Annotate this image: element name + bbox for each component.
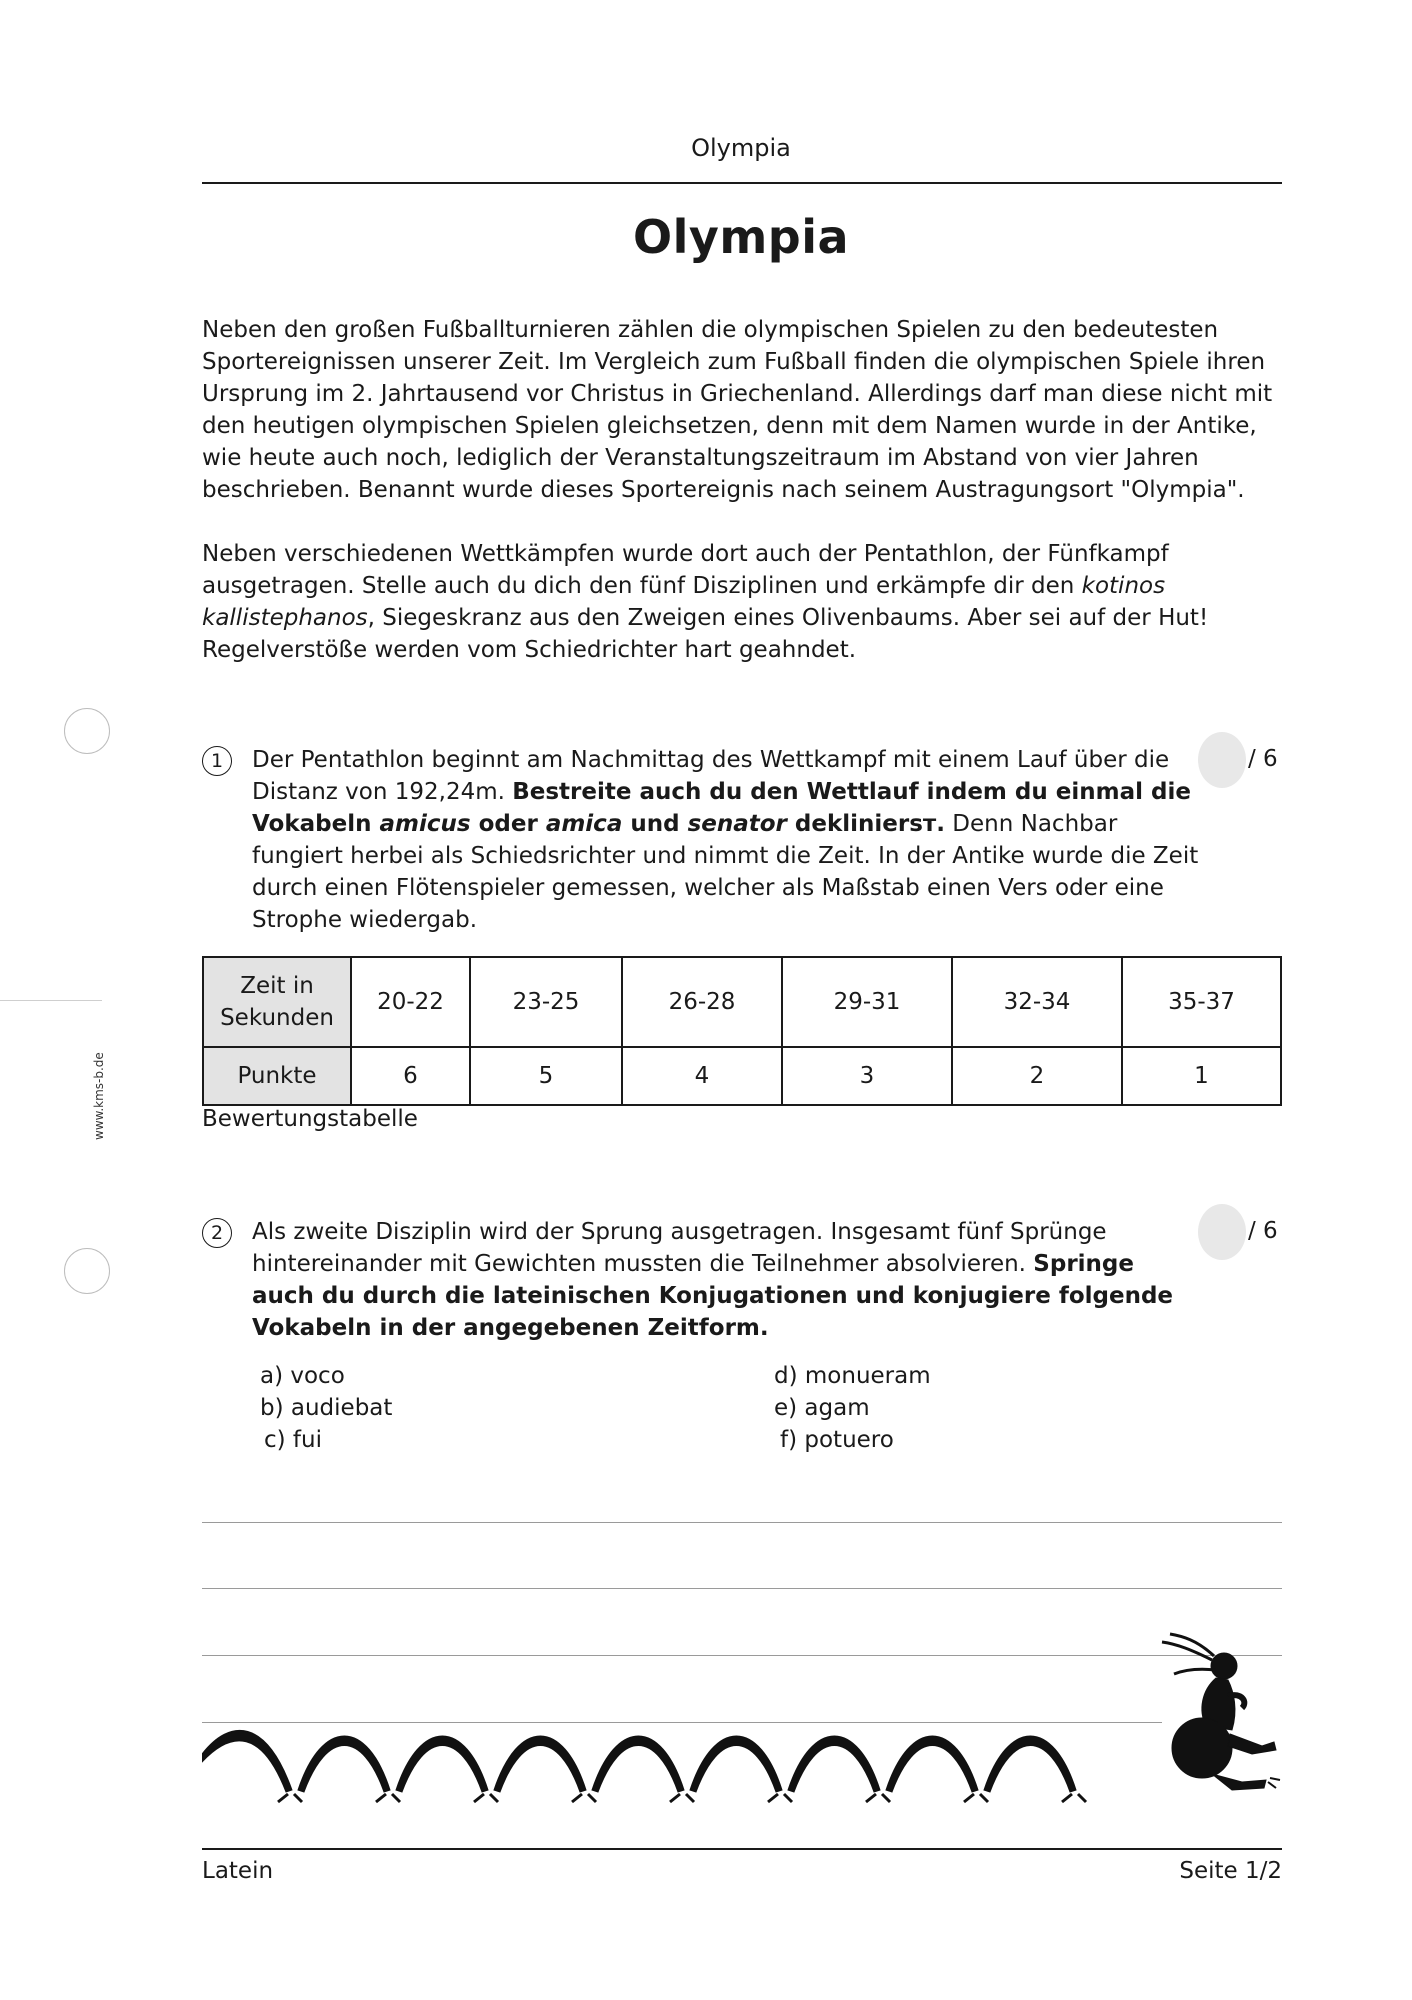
table-header-time: Zeit in Sekunden [203,957,351,1047]
intro-paragraph-1-text: Neben den großen Fußballturnieren zählen die olympischen Spielen zu den bedeutesten Sportereignissen unserer Zeit. Im Vergleich zum Fußball finden die olympischen Spiele ihren Ursprung im 2. Jahrtausend vor Christus in Griechenland. Allerdings darf man diese nicht mit den heutigen olympischen Spielen gleichsetzen, denn mit dem Namen wurde in der Antike, wie heute auch noch, lediglich der Veranstaltungszeitraum im Abstand von vier Jahren beschrieben. Benannt wurde dieses Sportereignis nach seinem Austragungsort "Olympia". [202,317,1273,503]
task-1-bold-italic-3: senator [687,811,787,837]
footer-page-number: Seite 1/2 [1179,1858,1282,1884]
table-header-points: Punkte [203,1047,351,1105]
task-2-text-a: Als zweite Disziplin wird der Sprung ausgetragen. Insgesamt fünf Sprünge hintereinander mit Gewichten mussten die Teilnehmer absolvieren. [252,1219,1107,1277]
intro-paragraph-2 [202,538,1287,666]
task-2-number: 2 [202,1218,232,1248]
table-cell: 20-22 [351,957,470,1047]
table-cell: 26-28 [622,957,782,1047]
footer-subject: Latein [202,1858,274,1884]
vocab-item: e) agam [774,1395,870,1421]
task-1-text [252,744,1202,936]
table-cell: 6 [351,1047,470,1105]
table-cell: 2 [952,1047,1122,1105]
table-cell: 32-34 [952,957,1122,1047]
task-1-bold-italic-2: amica [545,811,623,837]
table-cell: 29-31 [782,957,952,1047]
task-2-text [252,1216,1192,1344]
punch-hole-bottom [64,1248,110,1294]
task-1-score-bubble [1198,732,1246,788]
sidebar-url: www.kms-b.de [92,1052,106,1140]
vocab-item: c) fui [264,1427,322,1453]
task-1-bold-c: und [622,811,688,837]
task-1-bold-d: dekliniersт. [786,811,945,837]
jump-arcs-illustration [202,1630,1282,1810]
running-header: Olympia [691,134,791,162]
task-2-bold: Springe auch du durch die lateinischen Konjugationen und konjugiere folgende Vokabeln in der angegebenen Zeitform. [252,1251,1174,1341]
table-cell: 4 [622,1047,782,1105]
table-cell: 35-37 [1122,957,1281,1047]
table-cell: 23-25 [470,957,622,1047]
grading-table [202,956,1282,1106]
vocab-item: f) potuero [780,1427,894,1453]
task-1-score-label: / 6 [1248,746,1278,772]
table-cell: 3 [782,1047,952,1105]
task-1-number: 1 [202,746,232,776]
fold-mark [0,1000,102,1001]
page-title: Olympia [632,210,850,264]
vocab-item: b) audiebat [260,1395,393,1421]
intro-p2-italic: kotinos kallistephanos [202,573,1166,631]
task-1-text-b: Denn Nachbar fungiert herbei als Schiedsrichter und nimmt die Zeit. In der Antike wurde die Zeit durch einen Flötenspieler gemessen, welcher als Maßstab einen Vers oder eine Strophe wiedergab. [252,811,1199,933]
vocab-item: a) voco [260,1363,345,1389]
footer-rule [202,1848,1282,1850]
jump-arcs [202,1730,1086,1802]
task-2-score-label: / 6 [1248,1218,1278,1244]
intro-paragraph-2-text [202,538,1287,666]
punch-hole-top [64,708,110,754]
task-1-bold-italic-1: amicus [379,811,471,837]
vocab-list-right [774,1360,931,1456]
table-caption: Bewertungstabelle [202,1106,418,1132]
vocab-list-left [260,1360,392,1456]
task-1-text-a: Der Pentathlon beginnt am Nachmittag des Wettkampf mit einem Lauf über die Distanz von 192,24m. [252,747,1170,805]
intro-p2-part-b: , Siegeskranz aus den Zweigen eines Olivenbaums. Aber sei auf der Hut! Regelverstöße werden vom Schiedrichter hart geahndet. [202,605,1209,663]
table-cell: 5 [470,1047,622,1105]
table-row-points [203,1047,1281,1105]
intro-paragraph-1 [202,314,1287,506]
answer-line [202,1522,1282,1523]
task-1-bold-b: oder [470,811,546,837]
vocab-item: d) monueram [774,1363,931,1389]
task-2-score-bubble [1198,1204,1246,1260]
table-row-time [203,957,1281,1047]
header-rule [202,182,1282,184]
intro-p2-part-a: Neben verschiedenen Wettkämpfen wurde dort auch der Pentathlon, der Fünfkampf ausgetragen. Stelle auch du dich den fünf Disziplinen und erkämpfe dir den [202,541,1169,599]
table-cell: 1 [1122,1047,1281,1105]
answer-line [202,1588,1282,1589]
task-1-bold-a: Bestreite auch du den Wettlauf indem du einmal die Vokabeln [252,779,1191,837]
jumper-silhouette [1162,1634,1280,1790]
